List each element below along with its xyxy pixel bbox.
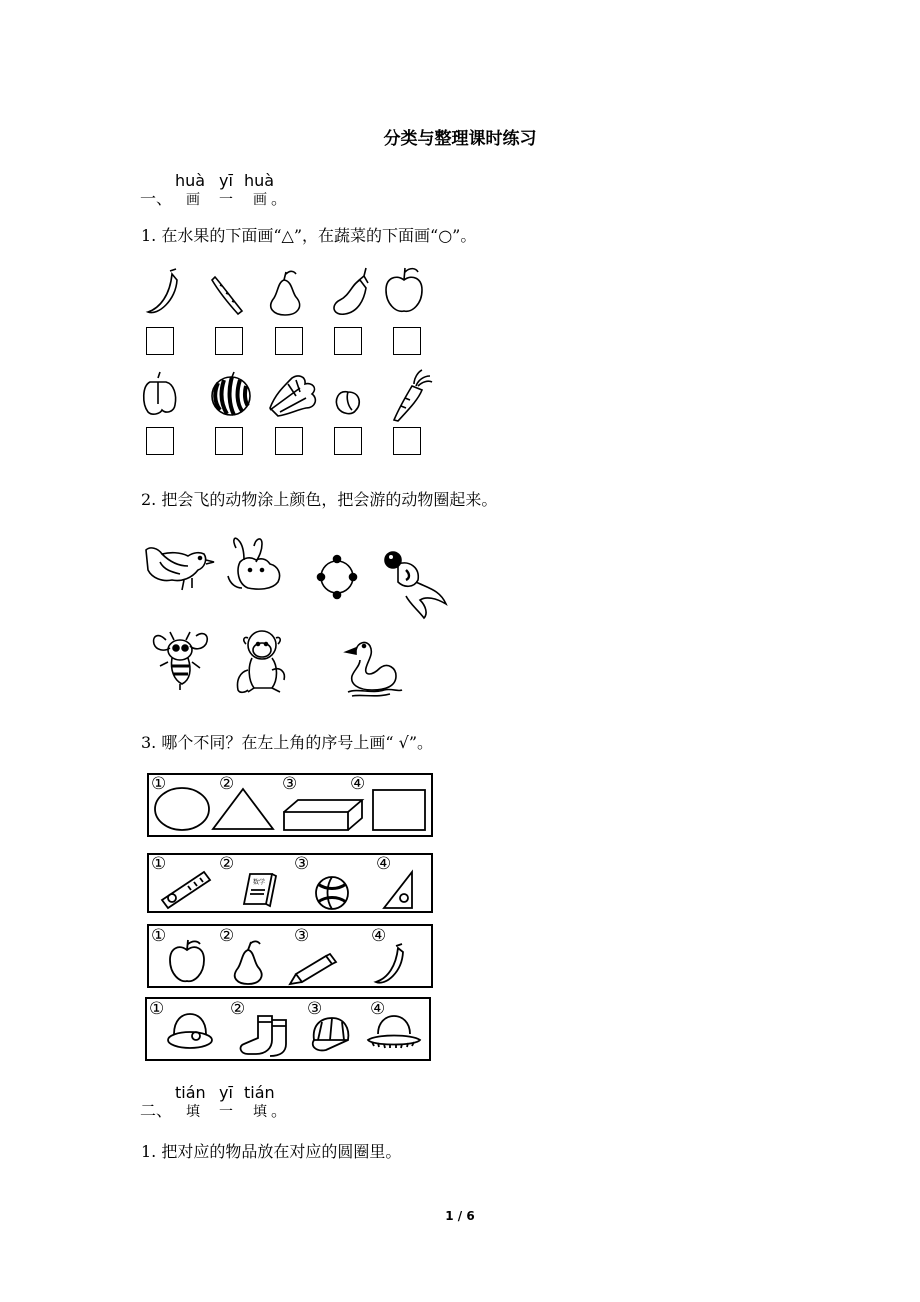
ball-icon	[316, 877, 348, 909]
pinyin-tian-1: tián	[175, 1083, 206, 1102]
number-2[interactable]: ②	[219, 774, 235, 794]
number-3[interactable]: ③	[294, 926, 310, 946]
number-1[interactable]: ①	[149, 999, 165, 1019]
number-1[interactable]: ①	[151, 854, 167, 874]
question-2-text: 2. 把会飞的动物涂上颜色，把会游的动物圈起来。	[141, 490, 498, 509]
ruler-icon	[162, 872, 210, 908]
number-3[interactable]: ③	[282, 774, 298, 794]
char-tian-1: 填	[186, 1104, 200, 1120]
char-yi: 一	[219, 192, 233, 208]
number-4[interactable]: ④	[371, 926, 387, 946]
char-hua-1: 画	[186, 192, 200, 208]
question-1-text: 1. 在水果的下面画“△”，在蔬菜的下面画“○”。	[141, 226, 477, 245]
pinyin-hua-1: huà	[175, 171, 206, 190]
cuboid-shape	[284, 800, 362, 830]
number-2[interactable]: ②	[219, 926, 235, 946]
cap-icon	[313, 1018, 349, 1050]
char-yi: 一	[219, 1104, 233, 1120]
hat-icon	[168, 1014, 212, 1048]
pinyin-tian-2: tián	[244, 1083, 275, 1102]
triangle-shape	[213, 789, 273, 829]
socks-icon	[241, 1016, 286, 1056]
number-4[interactable]: ④	[376, 854, 392, 874]
section-2-prefix: 二、	[140, 1101, 173, 1120]
pinyin-yi: yī	[219, 171, 233, 190]
number-1[interactable]: ①	[151, 926, 167, 946]
pencil-icon	[290, 954, 336, 984]
number-3[interactable]: ③	[307, 999, 323, 1019]
section-1-end: 。	[271, 189, 288, 208]
number-4[interactable]: ④	[350, 774, 366, 794]
pinyin-hua-2: huà	[244, 171, 275, 190]
number-1[interactable]: ①	[151, 774, 167, 794]
number-4[interactable]: ④	[370, 999, 386, 1019]
question-4-text: 1. 把对应的物品放在对应的圆圈里。	[141, 1142, 402, 1161]
book-icon	[244, 874, 276, 906]
page-number: 1 / 6	[445, 1209, 475, 1223]
char-hua-2: 画	[253, 192, 267, 208]
pear-icon	[235, 941, 262, 984]
apple-icon	[170, 940, 204, 981]
section-2-end: 。	[271, 1101, 288, 1120]
set-square-icon	[384, 872, 412, 908]
banana-icon	[376, 944, 403, 983]
number-2[interactable]: ②	[219, 854, 235, 874]
char-tian-2: 填	[253, 1104, 267, 1120]
pinyin-yi: yī	[219, 1083, 233, 1102]
square-shape	[373, 790, 425, 830]
question-3-text: 3. 哪个不同？在左上角的序号上画“ √”。	[141, 733, 433, 752]
sunhat-icon	[368, 1016, 420, 1048]
number-2[interactable]: ②	[230, 999, 246, 1019]
book-label: 数学	[253, 879, 266, 886]
page-title: 分类与整理课时练习	[383, 129, 537, 149]
ellipse-shape	[155, 788, 209, 830]
section-1-prefix: 一、	[140, 189, 173, 208]
number-3[interactable]: ③	[294, 854, 310, 874]
